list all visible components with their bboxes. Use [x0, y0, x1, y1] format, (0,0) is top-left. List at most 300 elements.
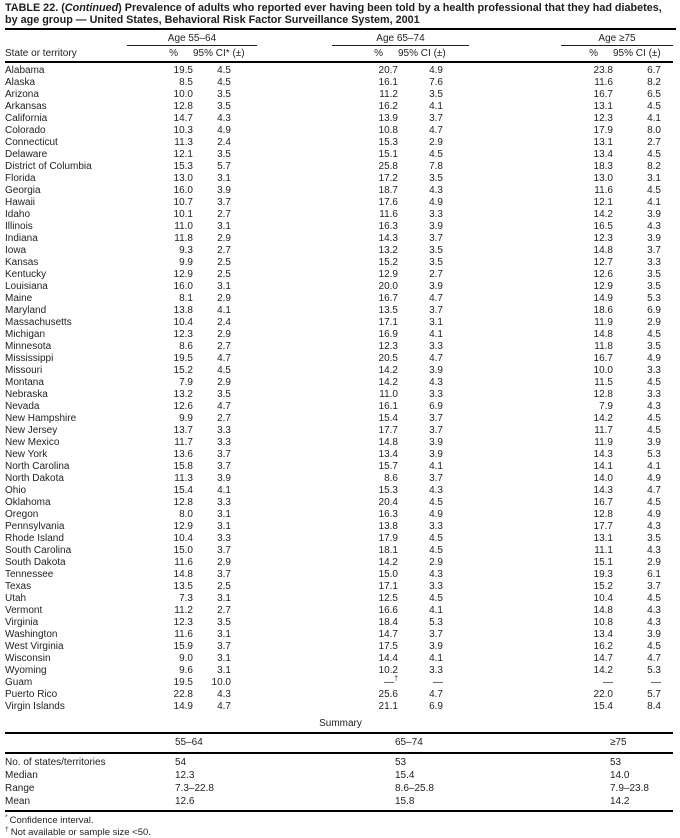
footnote-not-available: † Not available or sample size <50.	[5, 827, 676, 838]
age-group-header-row	[5, 30, 673, 46]
spacer-cell	[231, 401, 358, 413]
value-cell: 10.4	[153, 317, 193, 329]
value-cell: 6.7	[613, 62, 661, 77]
state-name: Delaware	[5, 149, 153, 161]
state-rows	[5, 62, 673, 713]
value-cell: 16.3	[358, 221, 398, 233]
value-cell: 3.9	[613, 233, 661, 245]
value-cell: 4.5	[193, 62, 231, 77]
value-cell: 11.6	[153, 557, 193, 569]
table-row	[5, 341, 673, 353]
value-cell: 23.8	[573, 62, 613, 77]
spacer-cell	[661, 557, 673, 569]
value-cell: 14.3	[358, 233, 398, 245]
spacer-cell	[661, 437, 673, 449]
value-cell: 11.9	[573, 437, 613, 449]
value-cell: 9.0	[153, 653, 193, 665]
spacer-cell	[231, 113, 358, 125]
value-cell: 12.6	[573, 269, 613, 281]
value-cell: 11.3	[153, 137, 193, 149]
summary-row	[5, 795, 673, 810]
state-name: Utah	[5, 593, 153, 605]
value-cell: 4.7	[193, 701, 231, 713]
state-name: District of Columbia	[5, 161, 153, 173]
spacer-cell	[661, 389, 673, 401]
value-cell: 12.3	[573, 233, 613, 245]
spacer-cell	[443, 137, 573, 149]
spacer-cell	[231, 701, 358, 713]
value-cell: 18.6	[573, 305, 613, 317]
spacer-cell	[231, 197, 358, 209]
spacer-cell	[443, 329, 573, 341]
state-name: Mississippi	[5, 353, 153, 365]
value-cell: 2.7	[193, 245, 231, 257]
summary-title: Summary	[5, 718, 676, 729]
table-row	[5, 257, 673, 269]
spacer-cell	[661, 449, 673, 461]
state-name: Tennessee	[5, 569, 153, 581]
value-cell: 15.4	[153, 485, 193, 497]
value-cell: 15.3	[358, 485, 398, 497]
value-cell: 7.9	[573, 401, 613, 413]
value-cell: 12.8	[573, 509, 613, 521]
value-cell: 20.0	[358, 281, 398, 293]
value-cell: 12.3	[153, 329, 193, 341]
state-name: Alaska	[5, 77, 153, 89]
table-row	[5, 677, 673, 689]
value-cell: 11.9	[573, 317, 613, 329]
value-cell: 4.5	[613, 149, 661, 161]
spacer-cell	[231, 593, 358, 605]
value-cell: 3.5	[193, 617, 231, 629]
spacer-cell	[231, 221, 358, 233]
spacer-cell	[231, 605, 358, 617]
value-cell: 4.5	[613, 593, 661, 605]
value-cell: 16.0	[153, 281, 193, 293]
spacer-cell	[661, 233, 673, 245]
value-cell: 2.7	[193, 413, 231, 425]
spacer-cell	[231, 617, 358, 629]
summary-stat-value: 14.2	[610, 795, 673, 810]
value-cell: 16.6	[358, 605, 398, 617]
value-cell: 13.1	[573, 137, 613, 149]
value-cell: 25.8	[358, 161, 398, 173]
value-cell: 11.1	[573, 545, 613, 557]
value-cell: 15.3	[153, 161, 193, 173]
spacer-cell	[231, 293, 358, 305]
table-row	[5, 449, 673, 461]
spacer-cell	[231, 185, 358, 197]
value-cell: 11.5	[573, 377, 613, 389]
value-cell: 12.1	[153, 149, 193, 161]
summary-col-55-64: 55–64	[175, 734, 395, 753]
value-cell: 3.5	[193, 389, 231, 401]
value-cell: 3.3	[193, 437, 231, 449]
value-cell: 15.3	[358, 137, 398, 149]
table-row	[5, 137, 673, 149]
table-row	[5, 593, 673, 605]
value-cell: —†	[358, 677, 398, 689]
value-cell: 3.9	[613, 437, 661, 449]
value-cell: 14.7	[153, 113, 193, 125]
value-cell: 4.1	[398, 605, 443, 617]
value-cell: 12.9	[153, 269, 193, 281]
value-cell: 4.7	[398, 689, 443, 701]
value-cell: 17.9	[358, 533, 398, 545]
value-cell: 13.1	[573, 101, 613, 113]
spacer-cell	[443, 581, 573, 593]
value-cell: 17.9	[573, 125, 613, 137]
value-cell: 2.9	[613, 557, 661, 569]
value-cell: 3.7	[398, 425, 443, 437]
value-cell: 3.1	[193, 173, 231, 185]
spacer-cell	[443, 413, 573, 425]
value-cell: 4.5	[613, 377, 661, 389]
state-name: Maine	[5, 293, 153, 305]
value-cell: 15.7	[358, 461, 398, 473]
value-cell: 12.8	[153, 101, 193, 113]
table-row	[5, 365, 673, 377]
table-row	[5, 569, 673, 581]
summary-row	[5, 753, 673, 769]
table-row	[5, 281, 673, 293]
spacer-cell	[231, 209, 358, 221]
value-cell: 3.7	[193, 461, 231, 473]
value-cell: 4.5	[613, 329, 661, 341]
value-cell: 4.1	[613, 113, 661, 125]
spacer-cell	[661, 533, 673, 545]
value-cell: 10.0	[193, 677, 231, 689]
table-row	[5, 125, 673, 137]
value-cell: 14.3	[573, 485, 613, 497]
spacer-cell	[661, 605, 673, 617]
table-row	[5, 233, 673, 245]
spacer-cell	[661, 353, 673, 365]
value-cell: 13.0	[153, 173, 193, 185]
state-name: North Carolina	[5, 461, 153, 473]
spacer-cell	[443, 425, 573, 437]
spacer-cell	[661, 89, 673, 101]
value-cell: 4.3	[613, 545, 661, 557]
value-cell: 2.9	[193, 233, 231, 245]
value-cell: 3.9	[398, 221, 443, 233]
value-cell: 14.8	[573, 605, 613, 617]
spacer-cell	[443, 629, 573, 641]
value-cell: 4.5	[398, 497, 443, 509]
value-cell: 14.9	[573, 293, 613, 305]
state-name: South Dakota	[5, 557, 153, 569]
spacer-cell	[231, 461, 358, 473]
spacer-cell	[231, 521, 358, 533]
value-cell: 13.5	[358, 305, 398, 317]
table-row	[5, 521, 673, 533]
spacer-cell	[443, 461, 573, 473]
value-cell: 9.6	[153, 665, 193, 677]
value-cell: 16.1	[358, 77, 398, 89]
summary-stat-value: 53	[395, 753, 610, 769]
value-cell: 3.1	[193, 653, 231, 665]
column-header-pct-3: %	[573, 46, 613, 62]
spacer-cell	[231, 425, 358, 437]
value-cell: 3.3	[398, 389, 443, 401]
value-cell: 4.1	[398, 653, 443, 665]
value-cell: 11.8	[153, 233, 193, 245]
spacer-cell	[443, 497, 573, 509]
state-name: New Mexico	[5, 437, 153, 449]
value-cell: 2.9	[398, 557, 443, 569]
age-group-header-65-74: Age 65–74	[358, 30, 443, 46]
spacer-cell	[231, 533, 358, 545]
state-name: Alabama	[5, 62, 153, 77]
value-cell: 18.3	[573, 161, 613, 173]
spacer-cell	[661, 497, 673, 509]
spacer-cell	[661, 653, 673, 665]
table-row	[5, 629, 673, 641]
table-row	[5, 269, 673, 281]
value-cell: 4.5	[613, 497, 661, 509]
spacer-cell	[443, 689, 573, 701]
spacer-cell	[661, 101, 673, 113]
value-cell: 14.0	[573, 473, 613, 485]
table-row	[5, 185, 673, 197]
value-cell: 4.1	[193, 305, 231, 317]
table-row	[5, 437, 673, 449]
value-cell: 4.7	[193, 401, 231, 413]
value-cell: 3.7	[398, 305, 443, 317]
value-cell: 8.0	[153, 509, 193, 521]
spacer-cell	[443, 557, 573, 569]
value-cell: 3.1	[193, 665, 231, 677]
value-cell: 14.8	[573, 329, 613, 341]
value-cell: 14.2	[358, 377, 398, 389]
value-cell: —	[573, 677, 613, 689]
spacer-cell	[231, 437, 358, 449]
value-cell: 2.9	[398, 137, 443, 149]
table-row	[5, 353, 673, 365]
table-row	[5, 533, 673, 545]
table-row	[5, 497, 673, 509]
value-cell: 13.8	[153, 305, 193, 317]
spacer-cell	[443, 485, 573, 497]
value-cell: 4.3	[613, 221, 661, 233]
table-row	[5, 293, 673, 305]
value-cell: 10.4	[153, 533, 193, 545]
spacer-cell	[231, 377, 358, 389]
value-cell: 4.5	[613, 413, 661, 425]
value-cell: 15.2	[573, 581, 613, 593]
value-cell: 10.3	[153, 125, 193, 137]
value-cell: 3.5	[613, 269, 661, 281]
value-cell: 3.3	[398, 665, 443, 677]
summary-header-row	[5, 734, 673, 753]
state-name: Puerto Rico	[5, 689, 153, 701]
state-name: Rhode Island	[5, 533, 153, 545]
state-name: New York	[5, 449, 153, 461]
spacer-cell	[661, 77, 673, 89]
value-cell: 10.2	[358, 665, 398, 677]
spacer-cell	[231, 485, 358, 497]
value-cell: 10.7	[153, 197, 193, 209]
column-header-pct-1: %	[153, 46, 193, 62]
state-name: Hawaii	[5, 197, 153, 209]
table-row	[5, 557, 673, 569]
spacer-cell	[231, 509, 358, 521]
summary-stat-value: 14.0	[610, 769, 673, 782]
value-cell: 16.7	[573, 353, 613, 365]
value-cell: 2.9	[613, 317, 661, 329]
value-cell: 3.9	[398, 641, 443, 653]
value-cell: 2.9	[193, 557, 231, 569]
value-cell: 16.1	[358, 401, 398, 413]
spacer-cell	[661, 593, 673, 605]
spacer-cell	[231, 653, 358, 665]
spacer-cell	[661, 245, 673, 257]
value-cell: 4.3	[398, 185, 443, 197]
value-cell: 13.4	[358, 449, 398, 461]
spacer-cell	[661, 521, 673, 533]
spacer-cell	[661, 461, 673, 473]
value-cell: 18.7	[358, 185, 398, 197]
value-cell: 16.9	[358, 329, 398, 341]
spacer-cell	[661, 665, 673, 677]
column-header-ci-2: 95% CI (±)	[398, 46, 573, 62]
spacer-cell	[231, 677, 358, 689]
spacer-cell	[231, 161, 358, 173]
table-row	[5, 389, 673, 401]
spacer-cell	[661, 425, 673, 437]
value-cell: 4.1	[398, 101, 443, 113]
spacer-cell	[443, 533, 573, 545]
spacer-cell	[231, 269, 358, 281]
value-cell: 4.9	[398, 509, 443, 521]
value-cell: —	[398, 677, 443, 689]
spacer-cell	[443, 281, 573, 293]
value-cell: 3.7	[398, 113, 443, 125]
value-cell: 3.7	[193, 569, 231, 581]
value-cell: 19.5	[153, 677, 193, 689]
value-cell: 12.8	[153, 497, 193, 509]
value-cell: 3.5	[398, 173, 443, 185]
value-cell: 9.3	[153, 245, 193, 257]
value-cell: 7.8	[398, 161, 443, 173]
spacer-cell	[443, 521, 573, 533]
value-cell: 4.9	[613, 353, 661, 365]
value-cell: 14.2	[573, 209, 613, 221]
table-row	[5, 413, 673, 425]
value-cell: 6.5	[613, 89, 661, 101]
spacer-cell	[443, 569, 573, 581]
spacer-cell	[443, 185, 573, 197]
value-cell: 17.7	[573, 521, 613, 533]
spacer-cell	[231, 281, 358, 293]
value-cell: 7.6	[398, 77, 443, 89]
spacer-cell	[661, 257, 673, 269]
value-cell: 12.7	[573, 257, 613, 269]
value-cell: 13.7	[153, 425, 193, 437]
value-cell: 4.5	[613, 641, 661, 653]
table-row	[5, 113, 673, 125]
state-name: Minnesota	[5, 341, 153, 353]
state-name: Nebraska	[5, 389, 153, 401]
value-cell: 8.1	[153, 293, 193, 305]
value-cell: 4.3	[398, 377, 443, 389]
value-cell: 16.0	[153, 185, 193, 197]
value-cell: 18.4	[358, 617, 398, 629]
value-cell: 12.9	[358, 269, 398, 281]
state-name: Virgin Islands	[5, 701, 153, 713]
value-cell: 16.7	[573, 497, 613, 509]
value-cell: 4.3	[398, 569, 443, 581]
spacer-cell	[231, 233, 358, 245]
spacer-cell	[443, 233, 573, 245]
spacer-cell	[661, 317, 673, 329]
spacer-cell	[443, 677, 573, 689]
value-cell: 4.5	[398, 545, 443, 557]
value-cell: 2.7	[398, 269, 443, 281]
table-row	[5, 473, 673, 485]
state-name: California	[5, 113, 153, 125]
value-cell: 3.5	[613, 281, 661, 293]
value-cell: 4.9	[398, 197, 443, 209]
value-cell: 3.1	[193, 629, 231, 641]
value-cell: 16.7	[573, 89, 613, 101]
state-name: Vermont	[5, 605, 153, 617]
value-cell: 13.8	[358, 521, 398, 533]
value-cell: 4.5	[398, 533, 443, 545]
value-cell: 4.3	[613, 605, 661, 617]
value-cell: 2.4	[193, 317, 231, 329]
value-cell: 5.3	[613, 293, 661, 305]
spacer-cell	[661, 413, 673, 425]
value-cell: 3.9	[193, 185, 231, 197]
spacer-cell	[231, 449, 358, 461]
value-cell: 12.3	[153, 617, 193, 629]
value-cell: 4.9	[613, 473, 661, 485]
spacer-cell	[231, 413, 358, 425]
spacer-cell	[443, 209, 573, 221]
value-cell: 15.2	[358, 257, 398, 269]
column-header-ci-1: 95% CI* (±)	[193, 46, 358, 62]
value-cell: 3.9	[398, 281, 443, 293]
value-cell: 6.9	[613, 305, 661, 317]
value-cell: 14.1	[573, 461, 613, 473]
summary-stat-value: 54	[175, 753, 395, 769]
summary-table	[5, 734, 673, 810]
value-cell: 8.6	[153, 341, 193, 353]
value-cell: 10.0	[573, 365, 613, 377]
table-row	[5, 77, 673, 89]
spacer-cell	[231, 557, 358, 569]
value-cell: 3.7	[193, 449, 231, 461]
value-cell: 9.9	[153, 413, 193, 425]
table-row	[5, 461, 673, 473]
value-cell: 10.4	[573, 593, 613, 605]
value-cell: 2.9	[193, 377, 231, 389]
state-name: Ohio	[5, 485, 153, 497]
value-cell: 6.1	[613, 569, 661, 581]
value-cell: 19.5	[153, 62, 193, 77]
table-row	[5, 221, 673, 233]
value-cell: 12.1	[573, 197, 613, 209]
value-cell: 15.4	[573, 701, 613, 713]
spacer-cell	[443, 593, 573, 605]
value-cell: 4.9	[613, 509, 661, 521]
table-row	[5, 329, 673, 341]
spacer-cell	[443, 221, 573, 233]
value-cell: 3.9	[398, 365, 443, 377]
spacer-cell	[661, 365, 673, 377]
summary-stat-label: Mean	[5, 795, 175, 810]
